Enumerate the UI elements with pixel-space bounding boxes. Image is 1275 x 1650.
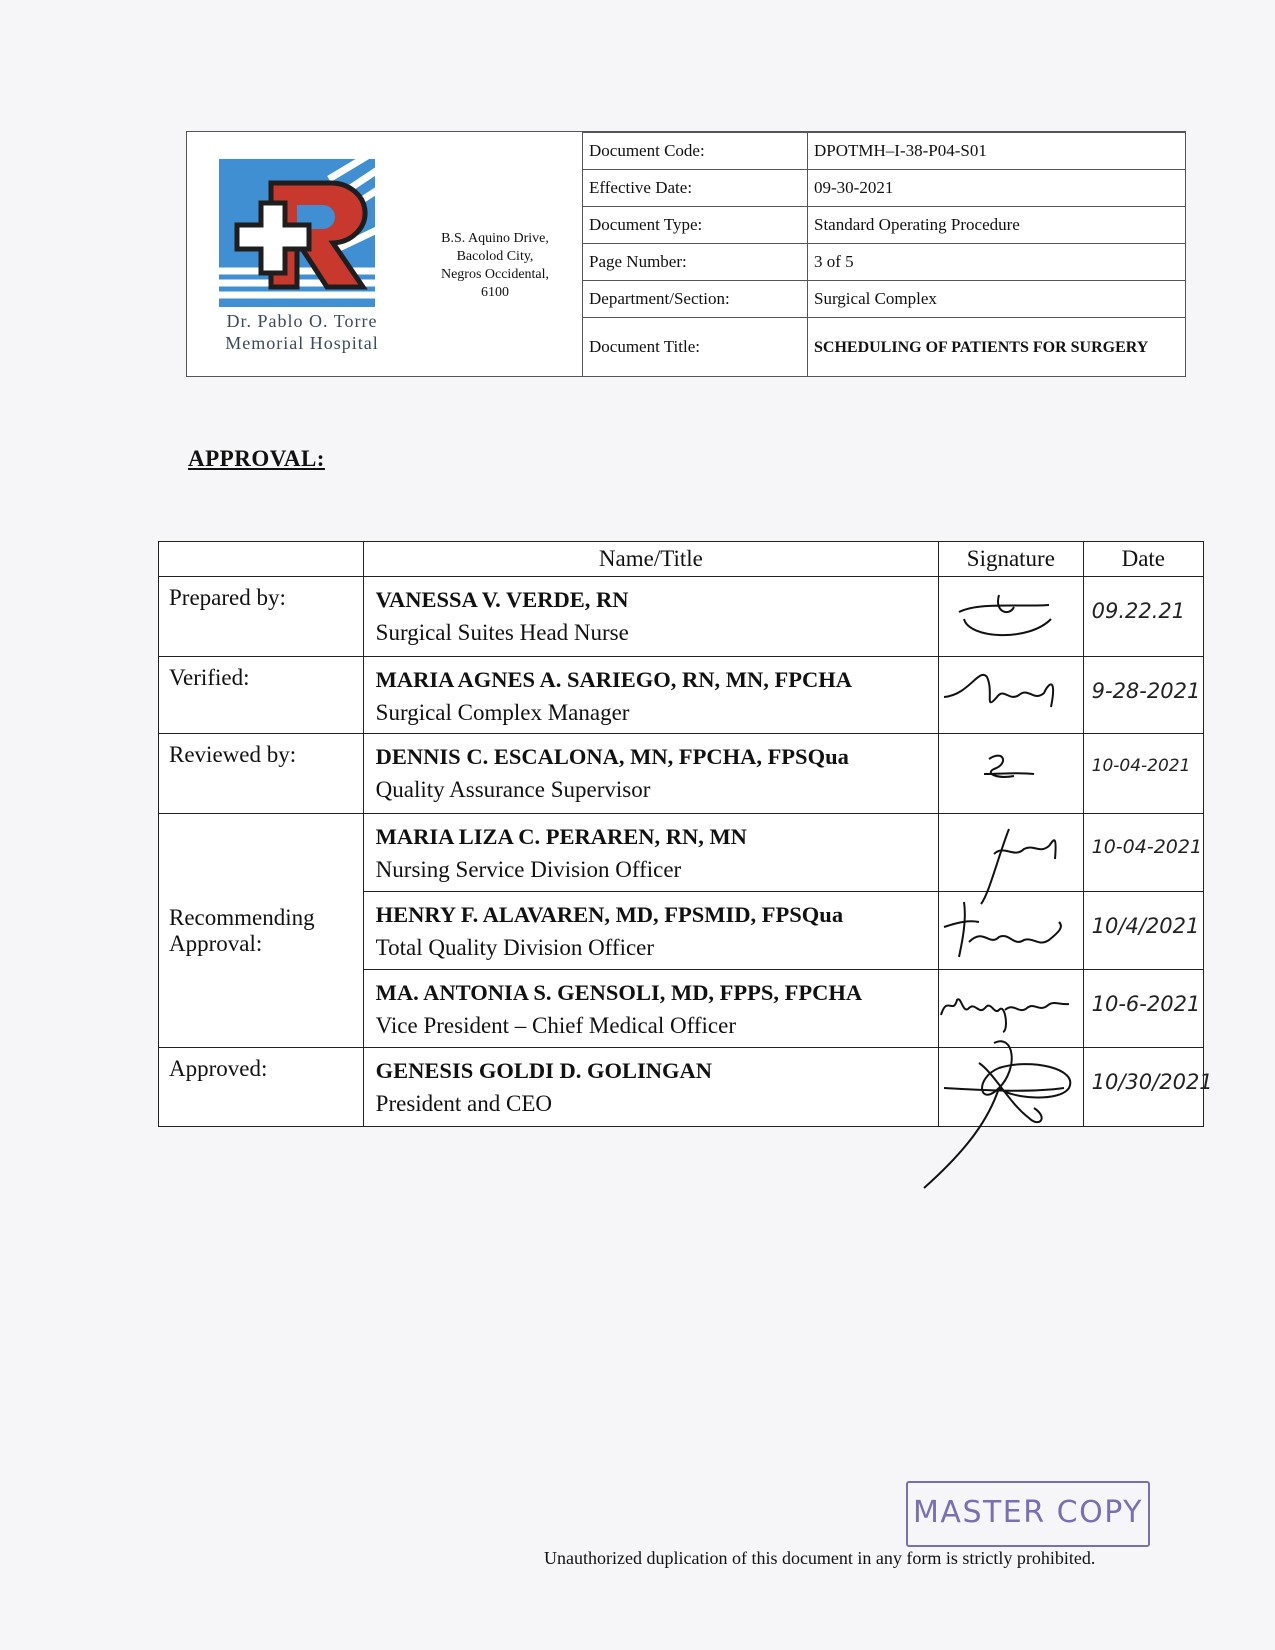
signed-date: 9-28-2021 (1091, 679, 1201, 703)
address-line: B.S. Aquino Drive, (441, 231, 549, 246)
master-copy-stamp (906, 1481, 1150, 1547)
meta-row (583, 207, 1186, 244)
approver-name: GENESIS GOLDI D. GOLINGAN (375, 1058, 712, 1083)
approver-name: HENRY F. ALAVAREN, MD, FPSMID, FPSQua (375, 902, 844, 927)
meta-row (583, 170, 1186, 207)
hospital-name-line2: Memorial Hospital (225, 333, 379, 353)
approval-row (159, 1048, 1204, 1127)
approval-role: Approved: (159, 1048, 364, 1127)
date-cell (1083, 577, 1203, 657)
approver-name: MA. ANTONIA S. GENSOLI, MD, FPPS, FPCHA (375, 980, 863, 1005)
signature-cell (939, 814, 1084, 892)
name-title-column-header: Name/Title (363, 542, 938, 577)
approver (363, 1048, 938, 1127)
signature-cell (939, 577, 1084, 657)
date-cell (1083, 1048, 1213, 1127)
stamp-text: MASTER COPY (913, 1495, 1143, 1530)
meta-label: Department/Section: (583, 281, 808, 318)
approval-heading: APPROVAL: (188, 446, 325, 471)
signed-date: 10/4/2021 (1091, 914, 1200, 938)
approval-row (159, 657, 1204, 734)
handwritten-signature-icon (939, 577, 1083, 657)
signature-cell (939, 1048, 1084, 1127)
approver-name: MARIA AGNES A. SARIEGO, RN, MN, FPCHA (375, 667, 852, 692)
approver-name: VANESSA V. VERDE, RN (375, 587, 629, 612)
meta-label: Document Code: (583, 133, 808, 170)
signature-column-header: Signature (939, 542, 1084, 577)
meta-label: Document Type: (583, 207, 808, 244)
date-column-header: Date (1083, 542, 1203, 577)
approver (363, 577, 938, 657)
meta-row (583, 281, 1186, 318)
hospital-name (197, 310, 407, 354)
approval-row (159, 734, 1204, 814)
meta-row (583, 318, 1186, 377)
approver-name: MARIA LIZA C. PERAREN, RN, MN (375, 824, 747, 849)
approval-row (159, 577, 1204, 657)
meta-value: Standard Operating Procedure (808, 207, 1186, 244)
signature-cell (939, 657, 1084, 734)
approver-title: President and CEO (375, 1091, 552, 1116)
hospital-name-line1: Dr. Pablo O. Torre (226, 311, 378, 331)
address-line: 6100 (481, 285, 509, 300)
meta-row (583, 133, 1186, 170)
meta-value: 09-30-2021 (808, 170, 1186, 207)
meta-value: 3 of 5 (808, 244, 1186, 281)
approver (363, 734, 938, 814)
handwritten-signature-icon (939, 892, 1083, 970)
approver (363, 657, 938, 734)
meta-row (583, 244, 1186, 281)
handwritten-signature-icon (939, 814, 1083, 892)
document-title: SCHEDULING OF PATIENTS FOR SURGERY (808, 318, 1186, 377)
handwritten-signature-icon (939, 734, 1083, 814)
document-meta-table (582, 132, 1186, 377)
signature-cell (939, 734, 1084, 814)
handwritten-signature-icon (939, 970, 1083, 1048)
signature-cell (939, 970, 1084, 1048)
address-line: Bacolod City, (456, 249, 534, 264)
meta-label: Document Title: (583, 318, 808, 377)
signed-date: 10/30/2021 (1091, 1070, 1213, 1094)
date-cell (1083, 814, 1203, 892)
handwritten-signature-icon (939, 657, 1083, 734)
meta-label: Effective Date: (583, 170, 808, 207)
document-header (186, 131, 1186, 377)
approver (363, 892, 938, 970)
date-cell (1083, 734, 1203, 814)
hospital-address (415, 230, 575, 302)
approver (363, 814, 938, 892)
date-cell (1083, 657, 1203, 734)
approver-title: Total Quality Division Officer (375, 935, 655, 960)
hospital-logo-icon (219, 159, 375, 307)
duplication-notice: Unauthorized duplication of this document in any form is strictly prohibited. (544, 1548, 1096, 1568)
meta-label: Page Number: (583, 244, 808, 281)
signed-date: 10-04-2021 (1091, 836, 1203, 858)
signed-date: 10-04-2021 (1091, 756, 1191, 776)
approver (363, 970, 938, 1048)
approval-role: Verified: (159, 657, 364, 734)
role-column-header (159, 542, 364, 577)
date-cell (1083, 892, 1203, 970)
signed-date: 10-6-2021 (1091, 992, 1201, 1016)
approval-table (158, 541, 1213, 1127)
approval-role: Prepared by: (159, 577, 364, 657)
approval-role: Recommending Approval: (159, 814, 364, 1048)
approver-title: Surgical Complex Manager (375, 700, 630, 725)
address-line: Negros Occidental, (440, 267, 550, 282)
approver-title: Vice President – Chief Medical Officer (375, 1013, 736, 1038)
approval-role: Reviewed by: (159, 734, 364, 814)
handwritten-signature-icon (939, 1048, 1083, 1127)
approver-title: Nursing Service Division Officer (375, 857, 682, 882)
signature-cell (939, 892, 1084, 970)
approver-title: Surgical Suites Head Nurse (375, 620, 629, 645)
meta-value: Surgical Complex (808, 281, 1186, 318)
hospital-branding (187, 132, 583, 376)
approval-header-row (159, 542, 1204, 577)
approver-title: Quality Assurance Supervisor (375, 777, 651, 802)
meta-value: DPOTMH–I-38-P04-S01 (808, 133, 1186, 170)
approval-row (159, 814, 1204, 892)
approver-name: DENNIS C. ESCALONA, MN, FPCHA, FPSQua (375, 744, 849, 769)
signed-date: 09.22.21 (1091, 599, 1186, 623)
date-cell (1083, 970, 1203, 1048)
